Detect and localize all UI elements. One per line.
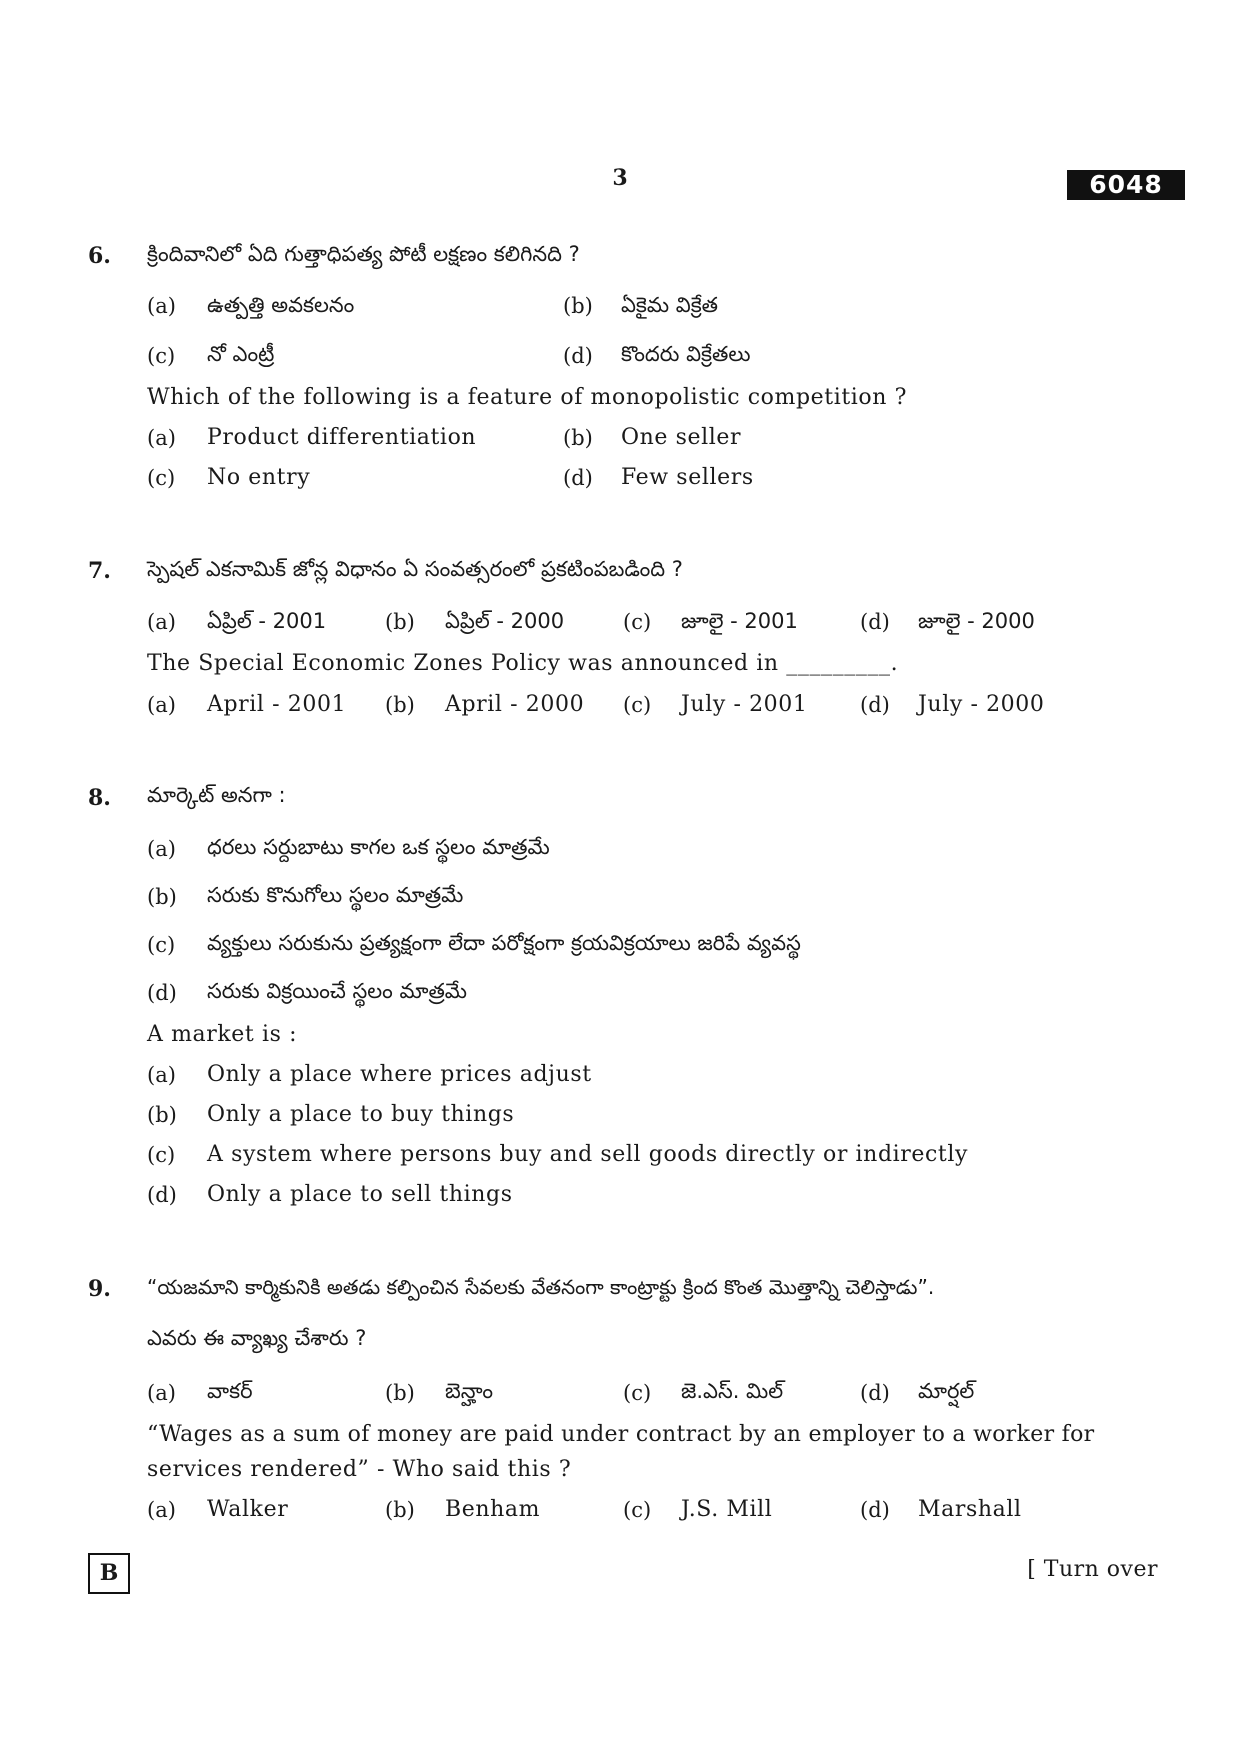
option-label: (c): [147, 933, 176, 957]
option-text-telugu: బెన్హాం: [445, 1379, 493, 1403]
option-text-telugu: జూలై - 2001: [681, 609, 798, 633]
option-label: (d): [563, 466, 593, 490]
option-text-english: July - 2001: [681, 692, 808, 717]
option-text-telugu: ధరలు సర్దుబాటు కాగల ఒక స్థలం మాత్రమే: [207, 835, 550, 859]
option-label: (b): [385, 693, 415, 717]
question-number: 8.: [88, 785, 111, 811]
option-text-english: J.S. Mill: [681, 1497, 773, 1522]
option-text-telugu: సరుకు కొనుగోలు స్థలం మాత్రమే: [207, 883, 464, 907]
option-label: (b): [563, 426, 593, 450]
option-text-english: Marshall: [918, 1497, 1022, 1522]
option-label: (c): [147, 344, 176, 368]
option-text-telugu: ఏకైమ విక్రేత: [621, 293, 719, 317]
option-label: (b): [385, 1381, 415, 1405]
option-label: (c): [623, 1498, 652, 1522]
series-box: B: [88, 1553, 130, 1594]
option-label: (d): [147, 1183, 177, 1207]
question-text-telugu: క్రిందివానిలో ఏది గుత్తాధిపత్య పోటీ లక్షణం కలిగినది ?: [147, 242, 580, 266]
option-label: (c): [147, 466, 176, 490]
question-text-english-line2: services rendered” - Who said this ?: [147, 1457, 572, 1482]
turn-over-note: [ Turn over: [1027, 1557, 1158, 1582]
option-text-telugu: ఏప్రిల్ - 2000: [445, 609, 565, 633]
option-label: (a): [147, 837, 176, 861]
option-text-english: Benham: [445, 1497, 541, 1522]
question-text-telugu-line2: ఎవరు ఈ వ్యాఖ్య చేశారు ?: [147, 1326, 367, 1350]
option-label: (d): [147, 981, 177, 1005]
option-label: (d): [860, 693, 890, 717]
question-text-telugu: “యజమాని కార్మికునికి అతడు కల్పించిన సేవలకు వేతనంగా కాంట్రాక్టు క్రింద కొంత మొత్తాన్ని చెలిస్తాడు”.: [147, 1275, 935, 1299]
option-text-telugu: ఉత్పత్తి అవకలనం: [207, 293, 355, 317]
option-label: (c): [623, 610, 652, 634]
option-text-telugu: కొందరు విక్రేతలు: [621, 342, 751, 366]
question-text-telugu: మార్కెట్ అనగా :: [147, 783, 286, 807]
option-text-english: Product differentiation: [207, 425, 477, 450]
option-text-english: Only a place to sell things: [207, 1182, 513, 1207]
option-label: (b): [147, 885, 177, 909]
option-text-telugu: సరుకు విక్రయించే స్థలం మాత్రమే: [207, 979, 468, 1003]
option-text-english: July - 2000: [918, 692, 1045, 717]
option-label: (b): [385, 1498, 415, 1522]
question-number: 9.: [88, 1276, 111, 1302]
option-text-telugu: వ్యక్తులు సరుకును ప్రత్యక్షంగా లేదా పరోక్షంగా క్రయవిక్రయాలు జరిపే వ్యవస్థ: [207, 931, 801, 955]
question-text-telugu: స్పెషల్ ఎకనామిక్ జోన్ల విధానం ఏ సంవత్సరంలో ప్రకటింపబడింది ?: [147, 557, 683, 581]
option-text-english: Few sellers: [621, 465, 754, 490]
option-label: (d): [563, 344, 593, 368]
question-number: 7.: [88, 558, 111, 584]
option-label: (d): [860, 1498, 890, 1522]
option-label: (a): [147, 1498, 176, 1522]
question-text-english: A market is :: [147, 1022, 298, 1047]
option-label: (b): [385, 610, 415, 634]
option-label: (a): [147, 610, 176, 634]
option-text-english: A system where persons buy and sell goods directly or indirectly: [207, 1142, 969, 1167]
option-label: (a): [147, 1381, 176, 1405]
option-label: (d): [860, 610, 890, 634]
option-label: (a): [147, 426, 176, 450]
option-label: (d): [860, 1381, 890, 1405]
option-label: (b): [563, 294, 593, 318]
option-label: (c): [147, 1143, 176, 1167]
question-text-english: Which of the following is a feature of monopolistic competition ?: [147, 385, 908, 410]
option-text-telugu: ఏప్రిల్ - 2001: [207, 609, 327, 633]
option-text-telugu: నో ఎంట్రీ: [207, 342, 275, 366]
option-label: (b): [147, 1103, 177, 1127]
question-number: 6.: [88, 243, 111, 269]
option-text-english: Walker: [207, 1497, 289, 1522]
option-label: (c): [623, 693, 652, 717]
option-label: (a): [147, 1063, 176, 1087]
option-text-english: One seller: [621, 425, 742, 450]
paper-code-badge: 6048: [1067, 170, 1185, 200]
question-text-english: “Wages as a sum of money are paid under contract by an employer to a worker for: [147, 1422, 1095, 1447]
option-text-telugu: జె.ఎస్. మిల్: [681, 1379, 784, 1403]
option-text-english: Only a place to buy things: [207, 1102, 515, 1127]
option-text-english: April - 2000: [445, 692, 585, 717]
option-label: (a): [147, 693, 176, 717]
option-text-telugu: వాకర్: [207, 1379, 253, 1403]
option-label: (a): [147, 294, 176, 318]
option-label: (c): [623, 1381, 652, 1405]
option-text-english: April - 2001: [207, 692, 347, 717]
option-text-english: Only a place where prices adjust: [207, 1062, 592, 1087]
question-text-english: The Special Economic Zones Policy was announced in _________.: [147, 651, 899, 676]
page-number: 3: [612, 165, 628, 191]
option-text-telugu: మార్షల్: [918, 1379, 975, 1403]
option-text-english: No entry: [207, 465, 311, 490]
option-text-telugu: జూలై - 2000: [918, 609, 1035, 633]
